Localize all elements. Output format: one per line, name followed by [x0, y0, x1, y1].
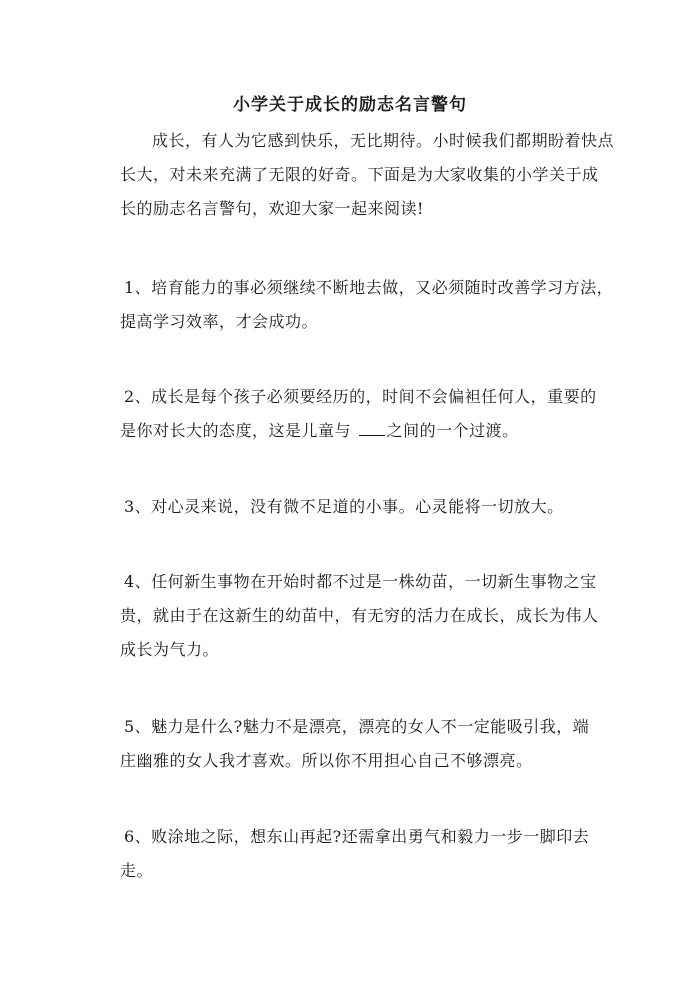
quote-line: 1、培育能力的事必须继续不断地去做，又必须随时改善学习方法， [124, 278, 614, 297]
quote-line: 4、任何新生事物在开始时都不过是一株幼苗，一切新生事物之宝 [124, 572, 597, 591]
quote-line: 提高学习效率，才会成功。 [120, 312, 319, 331]
quote-line: 6、败涂地之际，想东山再起?还需拿出勇气和毅力一步一脚印去 [124, 827, 590, 846]
intro-line: 长的励志名言警句，欢迎大家一起来阅读! [120, 199, 424, 218]
quote-line-part: 之间的一个过渡。 [386, 421, 519, 440]
quote-item-6 [120, 820, 600, 888]
quote-item-1 [120, 271, 614, 339]
quote-item-3 [120, 490, 600, 524]
fill-in-blank [359, 421, 385, 436]
quote-item-4 [120, 565, 600, 667]
quote-line: 5、魅力是什么?魅力不是漂亮，漂亮的女人不一定能吸引我，端 [124, 717, 590, 736]
intro-line: 长大，对未来充满了无限的好奇。下面是为大家收集的小学关于成 [120, 165, 599, 184]
quote-line: 成长为气力。 [120, 640, 220, 659]
quote-line-part: 是你对长大的态度，这是儿童与 [120, 421, 357, 440]
quote-line: 庄幽雅的女人我才喜欢。所以你不用担心自己不够漂亮。 [120, 751, 533, 770]
quote-item-2 [120, 380, 600, 448]
quote-line [120, 414, 600, 448]
quote-line: 2、成长是每个孩子必须要经历的，时间不会偏袒任何人，重要的 [124, 387, 597, 406]
quote-item-5 [120, 710, 600, 778]
quote-line: 3、对心灵来说，没有微不足道的小事。心灵能将一切放大。 [124, 497, 564, 516]
quote-line: 贵，就由于在这新生的幼苗中，有无穷的活力在成长，成长为伟人 [120, 606, 599, 625]
document-title: 小学关于成长的励志名言警句 [233, 95, 467, 115]
intro-line: 成长，有人为它感到快乐，无比期待。小时候我们都期盼着快点 [152, 131, 615, 150]
quote-line: 走。 [120, 861, 154, 880]
intro-paragraph [120, 124, 615, 226]
